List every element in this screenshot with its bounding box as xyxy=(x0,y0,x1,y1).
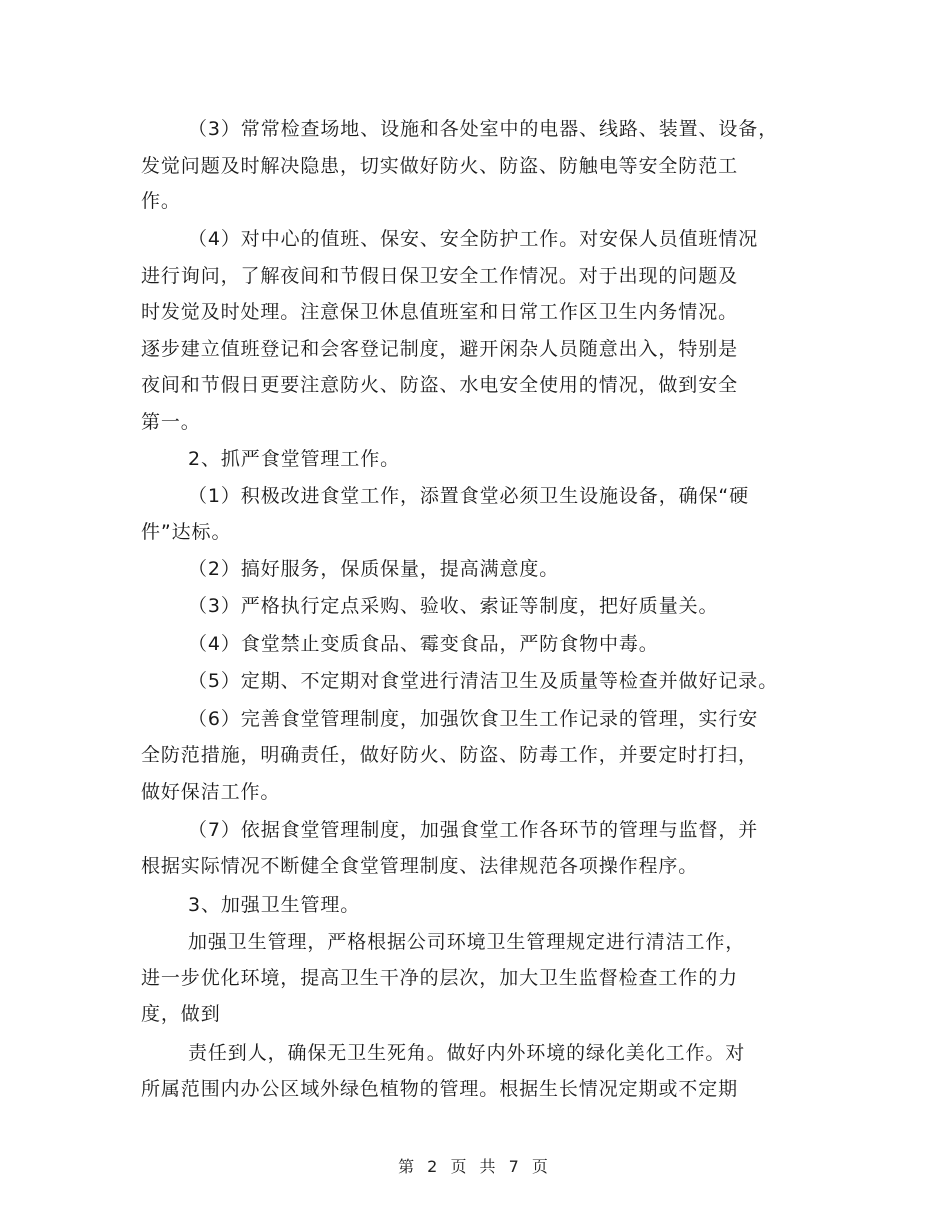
text-line: （3）常常检查场地、设施和各处室中的电器、线路、装置、设备， xyxy=(188,118,779,140)
text-line: 进一步优化环境，提高卫生干净的层次，加大卫生监督检查工作的力 xyxy=(141,967,739,989)
text-line: 全防范措施，明确责任，做好防火、防盗、防毒工作，并要定时打扫， xyxy=(141,744,758,766)
text-line: （4）食堂禁止变质食品、霉变食品，严防食物中毒。 xyxy=(188,633,659,655)
text-line: 做好保洁工作。 xyxy=(141,781,281,803)
text-line: 根据实际情况不断健全食堂管理制度、法律规范各项操作程序。 xyxy=(141,855,699,877)
text-line: （1）积极改进食堂工作，添置食堂必须卫生设施设备，确保“硬 xyxy=(188,485,750,507)
text-line: 发觉问题及时解决隐患，切实做好防火、防盗、防触电等安全防范工 xyxy=(141,155,739,177)
text-line: 夜间和节假日更要注意防火、防盗、水电安全使用的情况，做到安全 xyxy=(141,374,739,396)
text-line: （2）搞好服务，保质保量，提高满意度。 xyxy=(188,558,560,580)
text-line: （3）严格执行定点采购、验收、索证等制度，把好质量关。 xyxy=(188,595,719,617)
text-line: 第一。 xyxy=(141,411,201,433)
text-line: 加强卫生管理，严格根据公司环境卫生管理规定进行清洁工作， xyxy=(188,931,746,953)
text-line: 3、加强卫生管理。 xyxy=(188,894,361,916)
text-line: 所属范围内办公区域外绿色植物的管理。根据生长情况定期或不定期 xyxy=(141,1078,739,1100)
text-line: （4）对中心的值班、保安、安全防护工作。对安保人员值班情况 xyxy=(188,228,759,250)
text-line: （6）完善食堂管理制度，加强饮食卫生工作记录的管理，实行安 xyxy=(188,708,759,730)
text-line: 件”达标。 xyxy=(141,521,232,543)
text-line: 时发觉及时处理。注意保卫休息值班室和日常工作区卫生内务情况。 xyxy=(141,301,739,323)
text-line: （5）定期、不定期对食堂进行清洁卫生及质量等检查并做好记录。 xyxy=(188,670,779,692)
text-line: 作。 xyxy=(141,190,181,212)
text-line: 进行询问，了解夜间和节假日保卫安全工作情况。对于出现的问题及 xyxy=(141,265,739,287)
text-line: 2、抓严食堂管理工作。 xyxy=(188,448,400,470)
text-line: 度，做到 xyxy=(141,1003,221,1025)
page-footer: 第 2 页 共 7 页 xyxy=(398,1157,552,1176)
text-line: （7）依据食堂管理制度，加强食堂工作各环节的管理与监督，并 xyxy=(188,819,759,841)
text-line: 逐步建立值班登记和会客登记制度，避开闲杂人员随意出入，特别是 xyxy=(141,338,739,360)
text-line: 责任到人，确保无卫生死角。做好内外环境的绿化美化工作。对 xyxy=(188,1042,746,1064)
